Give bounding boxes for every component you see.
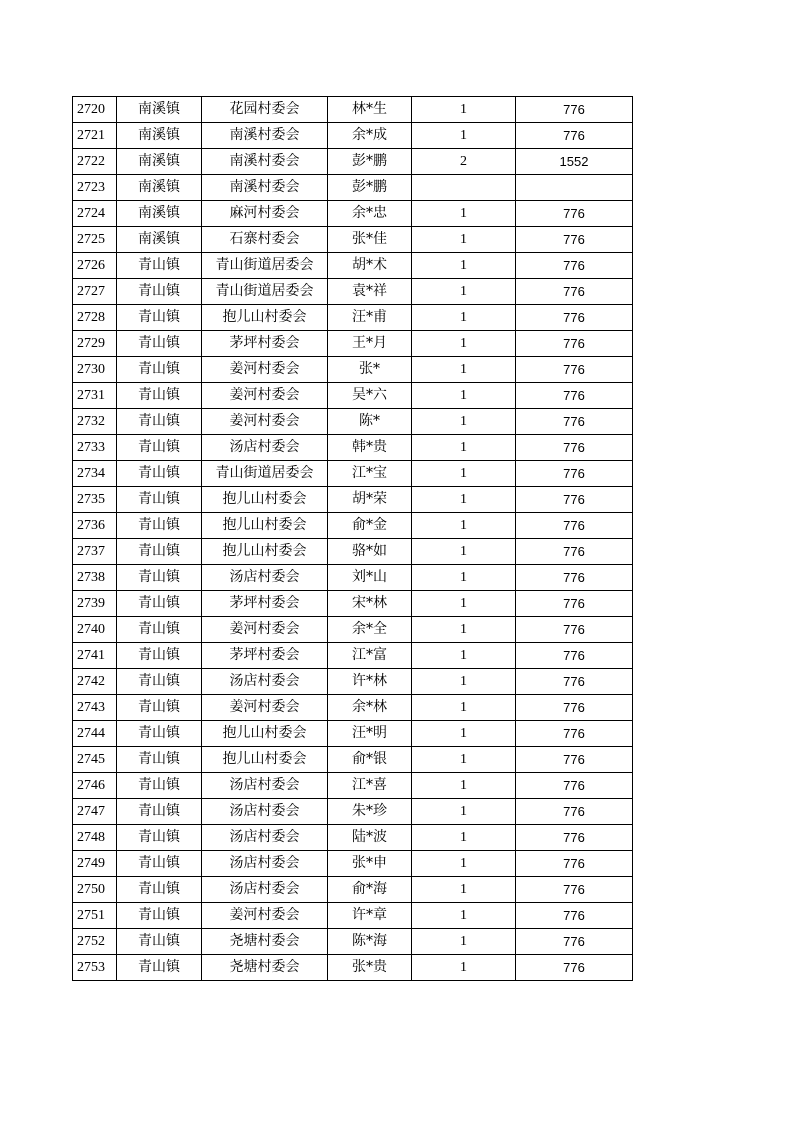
- person-name-cell: 江*宝: [328, 461, 412, 487]
- village-committee-cell: 茅坪村委会: [202, 643, 328, 669]
- town-cell: 青山镇: [117, 877, 202, 903]
- village-committee-cell: 姜河村委会: [202, 383, 328, 409]
- town-cell: 青山镇: [117, 617, 202, 643]
- town-cell: 青山镇: [117, 747, 202, 773]
- count-cell: 1: [412, 669, 516, 695]
- row-number-cell: 2750: [73, 877, 117, 903]
- amount-cell: 776: [516, 513, 633, 539]
- row-number-cell: 2721: [73, 123, 117, 149]
- table-row: [73, 955, 633, 981]
- count-cell: 1: [412, 851, 516, 877]
- row-number-cell: 2752: [73, 929, 117, 955]
- amount-cell: 776: [516, 461, 633, 487]
- village-committee-cell: 汤店村委会: [202, 669, 328, 695]
- count-cell: 1: [412, 279, 516, 305]
- count-cell: 1: [412, 97, 516, 123]
- town-cell: 南溪镇: [117, 123, 202, 149]
- amount-cell: 776: [516, 877, 633, 903]
- table-row: [73, 929, 633, 955]
- person-name-cell: 俞*银: [328, 747, 412, 773]
- town-cell: 青山镇: [117, 539, 202, 565]
- town-cell: 南溪镇: [117, 175, 202, 201]
- count-cell: 1: [412, 955, 516, 981]
- amount-cell: 776: [516, 487, 633, 513]
- table-row: [73, 877, 633, 903]
- row-number-cell: 2747: [73, 799, 117, 825]
- amount-cell: 776: [516, 435, 633, 461]
- person-name-cell: 许*章: [328, 903, 412, 929]
- row-number-cell: 2736: [73, 513, 117, 539]
- town-cell: 青山镇: [117, 851, 202, 877]
- town-cell: 南溪镇: [117, 201, 202, 227]
- amount-cell: 776: [516, 591, 633, 617]
- amount-cell: 776: [516, 669, 633, 695]
- amount-cell: 776: [516, 279, 633, 305]
- table-row: [73, 513, 633, 539]
- row-number-cell: 2733: [73, 435, 117, 461]
- person-name-cell: 韩*贵: [328, 435, 412, 461]
- person-name-cell: 许*林: [328, 669, 412, 695]
- village-committee-cell: 南溪村委会: [202, 149, 328, 175]
- village-committee-cell: 姜河村委会: [202, 409, 328, 435]
- amount-cell: 776: [516, 955, 633, 981]
- person-name-cell: 张*: [328, 357, 412, 383]
- table-row: [73, 825, 633, 851]
- table-row: [73, 227, 633, 253]
- village-committee-cell: 汤店村委会: [202, 435, 328, 461]
- person-name-cell: 余*林: [328, 695, 412, 721]
- person-name-cell: 陈*: [328, 409, 412, 435]
- count-cell: 1: [412, 617, 516, 643]
- amount-cell: 776: [516, 851, 633, 877]
- table-row: [73, 331, 633, 357]
- row-number-cell: 2740: [73, 617, 117, 643]
- row-number-cell: 2749: [73, 851, 117, 877]
- row-number-cell: 2730: [73, 357, 117, 383]
- count-cell: 1: [412, 565, 516, 591]
- row-number-cell: 2737: [73, 539, 117, 565]
- amount-cell: 776: [516, 357, 633, 383]
- table-row: [73, 201, 633, 227]
- town-cell: 青山镇: [117, 357, 202, 383]
- table-row: [73, 305, 633, 331]
- table-row: [73, 773, 633, 799]
- table-row: [73, 357, 633, 383]
- amount-cell: 776: [516, 643, 633, 669]
- amount-cell: 776: [516, 903, 633, 929]
- town-cell: 青山镇: [117, 305, 202, 331]
- count-cell: 1: [412, 409, 516, 435]
- count-cell: 1: [412, 643, 516, 669]
- table-row: [73, 175, 633, 201]
- person-name-cell: 胡*荣: [328, 487, 412, 513]
- village-committee-cell: 抱儿山村委会: [202, 487, 328, 513]
- person-name-cell: 刘*山: [328, 565, 412, 591]
- table-row: [73, 565, 633, 591]
- count-cell: [412, 175, 516, 201]
- village-committee-cell: 汤店村委会: [202, 851, 328, 877]
- count-cell: 2: [412, 149, 516, 175]
- town-cell: 青山镇: [117, 721, 202, 747]
- village-committee-cell: 青山街道居委会: [202, 253, 328, 279]
- village-committee-cell: 青山街道居委会: [202, 461, 328, 487]
- person-name-cell: 袁*祥: [328, 279, 412, 305]
- amount-cell: 776: [516, 201, 633, 227]
- town-cell: 青山镇: [117, 955, 202, 981]
- person-name-cell: 汪*甫: [328, 305, 412, 331]
- town-cell: 南溪镇: [117, 227, 202, 253]
- count-cell: 1: [412, 227, 516, 253]
- village-committee-cell: 尧塘村委会: [202, 955, 328, 981]
- count-cell: 1: [412, 903, 516, 929]
- amount-cell: 776: [516, 929, 633, 955]
- count-cell: 1: [412, 539, 516, 565]
- town-cell: 南溪镇: [117, 149, 202, 175]
- count-cell: 1: [412, 357, 516, 383]
- person-name-cell: 胡*术: [328, 253, 412, 279]
- row-number-cell: 2723: [73, 175, 117, 201]
- table-row: [73, 695, 633, 721]
- person-name-cell: 俞*海: [328, 877, 412, 903]
- town-cell: 青山镇: [117, 409, 202, 435]
- count-cell: 1: [412, 747, 516, 773]
- count-cell: 1: [412, 253, 516, 279]
- table-row: [73, 643, 633, 669]
- amount-cell: 776: [516, 253, 633, 279]
- amount-cell: 776: [516, 773, 633, 799]
- count-cell: 1: [412, 461, 516, 487]
- count-cell: 1: [412, 877, 516, 903]
- amount-cell: 776: [516, 539, 633, 565]
- row-number-cell: 2738: [73, 565, 117, 591]
- town-cell: 青山镇: [117, 565, 202, 591]
- table-row: [73, 539, 633, 565]
- town-cell: 青山镇: [117, 383, 202, 409]
- village-committee-cell: 茅坪村委会: [202, 591, 328, 617]
- person-name-cell: 江*富: [328, 643, 412, 669]
- count-cell: 1: [412, 695, 516, 721]
- table-row: [73, 383, 633, 409]
- village-committee-cell: 尧塘村委会: [202, 929, 328, 955]
- count-cell: 1: [412, 435, 516, 461]
- town-cell: 青山镇: [117, 513, 202, 539]
- count-cell: 1: [412, 331, 516, 357]
- town-cell: 青山镇: [117, 825, 202, 851]
- village-committee-cell: 姜河村委会: [202, 903, 328, 929]
- count-cell: 1: [412, 773, 516, 799]
- village-committee-cell: 汤店村委会: [202, 773, 328, 799]
- person-name-cell: 俞*金: [328, 513, 412, 539]
- table-row: [73, 747, 633, 773]
- row-number-cell: 2744: [73, 721, 117, 747]
- village-committee-cell: 汤店村委会: [202, 565, 328, 591]
- table-row: [73, 123, 633, 149]
- town-cell: 青山镇: [117, 461, 202, 487]
- table-row: [73, 799, 633, 825]
- person-name-cell: 吴*六: [328, 383, 412, 409]
- row-number-cell: 2735: [73, 487, 117, 513]
- amount-cell: 776: [516, 123, 633, 149]
- person-name-cell: 张*贵: [328, 955, 412, 981]
- count-cell: 1: [412, 201, 516, 227]
- row-number-cell: 2753: [73, 955, 117, 981]
- amount-cell: 1552: [516, 149, 633, 175]
- row-number-cell: 2739: [73, 591, 117, 617]
- row-number-cell: 2722: [73, 149, 117, 175]
- town-cell: 青山镇: [117, 929, 202, 955]
- village-committee-cell: 青山街道居委会: [202, 279, 328, 305]
- village-committee-cell: 汤店村委会: [202, 877, 328, 903]
- row-number-cell: 2727: [73, 279, 117, 305]
- table-row: [73, 617, 633, 643]
- town-cell: 青山镇: [117, 643, 202, 669]
- amount-cell: 776: [516, 565, 633, 591]
- row-number-cell: 2746: [73, 773, 117, 799]
- count-cell: 1: [412, 513, 516, 539]
- table-row: [73, 435, 633, 461]
- amount-cell: 776: [516, 617, 633, 643]
- row-number-cell: 2725: [73, 227, 117, 253]
- row-number-cell: 2731: [73, 383, 117, 409]
- person-name-cell: 江*喜: [328, 773, 412, 799]
- row-number-cell: 2732: [73, 409, 117, 435]
- person-name-cell: 余*忠: [328, 201, 412, 227]
- person-name-cell: 张*申: [328, 851, 412, 877]
- count-cell: 1: [412, 487, 516, 513]
- table-row: [73, 409, 633, 435]
- village-committee-cell: 抱儿山村委会: [202, 539, 328, 565]
- table-row: [73, 903, 633, 929]
- count-cell: 1: [412, 305, 516, 331]
- town-cell: 青山镇: [117, 773, 202, 799]
- count-cell: 1: [412, 929, 516, 955]
- amount-cell: 776: [516, 383, 633, 409]
- town-cell: 南溪镇: [117, 97, 202, 123]
- row-number-cell: 2734: [73, 461, 117, 487]
- town-cell: 青山镇: [117, 331, 202, 357]
- row-number-cell: 2728: [73, 305, 117, 331]
- person-name-cell: 余*全: [328, 617, 412, 643]
- town-cell: 青山镇: [117, 695, 202, 721]
- table-row: [73, 669, 633, 695]
- count-cell: 1: [412, 799, 516, 825]
- row-number-cell: 2724: [73, 201, 117, 227]
- count-cell: 1: [412, 383, 516, 409]
- village-committee-cell: 南溪村委会: [202, 175, 328, 201]
- village-committee-cell: 石寨村委会: [202, 227, 328, 253]
- town-cell: 青山镇: [117, 903, 202, 929]
- village-committee-cell: 花园村委会: [202, 97, 328, 123]
- roster-table: [72, 96, 633, 981]
- table-row: [73, 851, 633, 877]
- amount-cell: 776: [516, 227, 633, 253]
- row-number-cell: 2729: [73, 331, 117, 357]
- town-cell: 青山镇: [117, 435, 202, 461]
- town-cell: 青山镇: [117, 669, 202, 695]
- row-number-cell: 2741: [73, 643, 117, 669]
- person-name-cell: 林*生: [328, 97, 412, 123]
- village-committee-cell: 抱儿山村委会: [202, 513, 328, 539]
- table-row: [73, 487, 633, 513]
- count-cell: 1: [412, 123, 516, 149]
- village-committee-cell: 麻河村委会: [202, 201, 328, 227]
- amount-cell: 776: [516, 331, 633, 357]
- count-cell: 1: [412, 721, 516, 747]
- amount-cell: 776: [516, 97, 633, 123]
- village-committee-cell: 南溪村委会: [202, 123, 328, 149]
- village-committee-cell: 汤店村委会: [202, 799, 328, 825]
- count-cell: 1: [412, 591, 516, 617]
- table-row: [73, 97, 633, 123]
- row-number-cell: 2742: [73, 669, 117, 695]
- town-cell: 青山镇: [117, 487, 202, 513]
- row-number-cell: 2720: [73, 97, 117, 123]
- person-name-cell: 汪*明: [328, 721, 412, 747]
- person-name-cell: 彭*鹏: [328, 149, 412, 175]
- table-row: [73, 721, 633, 747]
- amount-cell: 776: [516, 695, 633, 721]
- amount-cell: 776: [516, 721, 633, 747]
- table-row: [73, 149, 633, 175]
- village-committee-cell: 茅坪村委会: [202, 331, 328, 357]
- village-committee-cell: 抱儿山村委会: [202, 305, 328, 331]
- amount-cell: 776: [516, 747, 633, 773]
- roster-table-body: [73, 97, 633, 981]
- town-cell: 青山镇: [117, 799, 202, 825]
- person-name-cell: 陈*海: [328, 929, 412, 955]
- village-committee-cell: 姜河村委会: [202, 617, 328, 643]
- table-row: [73, 279, 633, 305]
- amount-cell: [516, 175, 633, 201]
- person-name-cell: 宋*林: [328, 591, 412, 617]
- person-name-cell: 张*佳: [328, 227, 412, 253]
- town-cell: 青山镇: [117, 591, 202, 617]
- village-committee-cell: 抱儿山村委会: [202, 721, 328, 747]
- town-cell: 青山镇: [117, 279, 202, 305]
- person-name-cell: 朱*珍: [328, 799, 412, 825]
- amount-cell: 776: [516, 305, 633, 331]
- village-committee-cell: 姜河村委会: [202, 357, 328, 383]
- person-name-cell: 骆*如: [328, 539, 412, 565]
- person-name-cell: 彭*鹏: [328, 175, 412, 201]
- person-name-cell: 王*月: [328, 331, 412, 357]
- count-cell: 1: [412, 825, 516, 851]
- amount-cell: 776: [516, 409, 633, 435]
- village-committee-cell: 姜河村委会: [202, 695, 328, 721]
- row-number-cell: 2748: [73, 825, 117, 851]
- person-name-cell: 余*成: [328, 123, 412, 149]
- village-committee-cell: 抱儿山村委会: [202, 747, 328, 773]
- village-committee-cell: 汤店村委会: [202, 825, 328, 851]
- table-row: [73, 253, 633, 279]
- row-number-cell: 2743: [73, 695, 117, 721]
- person-name-cell: 陆*波: [328, 825, 412, 851]
- row-number-cell: 2745: [73, 747, 117, 773]
- row-number-cell: 2726: [73, 253, 117, 279]
- table-row: [73, 461, 633, 487]
- amount-cell: 776: [516, 825, 633, 851]
- table-row: [73, 591, 633, 617]
- amount-cell: 776: [516, 799, 633, 825]
- row-number-cell: 2751: [73, 903, 117, 929]
- town-cell: 青山镇: [117, 253, 202, 279]
